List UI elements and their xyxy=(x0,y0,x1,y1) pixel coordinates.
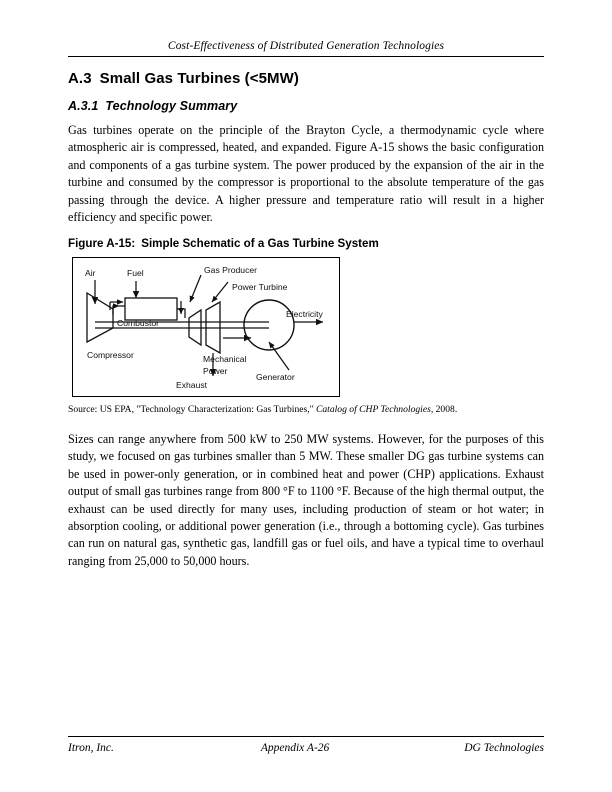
subsection-number: A.3.1 xyxy=(68,99,99,113)
figure-gas-turbine-schematic xyxy=(72,257,340,397)
label-compressor: Compressor xyxy=(87,350,134,360)
footer-divider-rule xyxy=(68,736,544,737)
figure-source-prefix: Source: US EPA, "Technology Characterization: Gas Turbines," xyxy=(68,404,316,415)
figure-source-publication: Catalog of CHP Technologies xyxy=(315,404,431,415)
label-gas-producer: Gas Producer xyxy=(204,265,258,275)
gas-turbine-diagram xyxy=(73,258,338,395)
power-turbine-leader-line xyxy=(212,282,228,302)
footer-company: Itron, Inc. xyxy=(68,742,114,754)
gas-producer-leader-line xyxy=(190,275,201,302)
label-fuel: Fuel xyxy=(127,268,144,278)
label-air: Air xyxy=(85,268,96,278)
figure-source-suffix: , 2008. xyxy=(430,404,458,415)
section-number: A.3 xyxy=(68,70,92,87)
body-paragraph-sizes: Sizes can range anywhere from 500 kW to 250 MW systems. However, for the purposes of this study, we focused on gas turbines smaller than 5 MW. These smaller DG gas turbine systems can be used in power-only generation, or in combined heat and power (CHP) applications. Exhaust output of small gas turbines range from 800 °F to 1100 °F. Because of the high thermal output, the exhaust can be used directly for many uses, including production of steam or hot water; in absorption cooling, or additional power generation (i.e., through a bottoming cycle). Gas turbines can run on natural gas, synthetic gas, landfill gas or fuel oils, and have a typical time to overhaul ranging from 25,000 to 50,000 hours. xyxy=(68,432,544,568)
label-power-turbine: Power Turbine xyxy=(232,282,288,292)
compressor-to-combustor-duct xyxy=(113,306,125,315)
figure-source xyxy=(68,404,457,415)
generator-leader-line xyxy=(269,342,289,370)
figure-label: Figure A-15: xyxy=(68,237,136,250)
page-footer xyxy=(68,742,544,754)
section-title: Small Gas Turbines (<5MW) xyxy=(99,70,300,87)
footer-document-title: DG Technologies xyxy=(464,742,544,754)
footer-page-number: Appendix A-26 xyxy=(260,742,330,754)
label-generator: Generator xyxy=(256,372,295,382)
body-paragraph-technology-summary: Gas turbines operate on the principle of the Brayton Cycle, a thermodynamic cycle where atmospheric air is compressed, heated, and expanded. Figure A-15 shows the basic configuration and components of a gas turbine system. The power produced by the expansion of the air in the turbine and consumed by the compressor is proportional to the absolute temperature of the gas passing through the device. A higher pressure and temperature ratio will result in a higher efficiency and specific power. xyxy=(68,123,544,225)
combustor-shape xyxy=(125,298,177,320)
compressor-shape xyxy=(87,293,113,342)
running-header-title: Cost-Effectiveness of Distributed Generation Technologies xyxy=(167,40,445,52)
running-header xyxy=(68,36,544,54)
subsection-title: Technology Summary xyxy=(105,99,238,113)
label-electricity: Electricity xyxy=(286,309,323,319)
section-heading xyxy=(68,70,299,87)
figure-caption xyxy=(68,237,379,250)
label-mechanical-power-line1: Mechanical xyxy=(203,354,247,364)
header-divider-rule xyxy=(68,56,544,57)
label-mechanical-power-line2: Power xyxy=(203,366,228,376)
subsection-heading xyxy=(68,99,237,113)
label-combustor: Combustor xyxy=(117,318,160,328)
label-exhaust: Exhaust xyxy=(176,380,208,390)
figure-title: Simple Schematic of a Gas Turbine System xyxy=(141,237,379,250)
